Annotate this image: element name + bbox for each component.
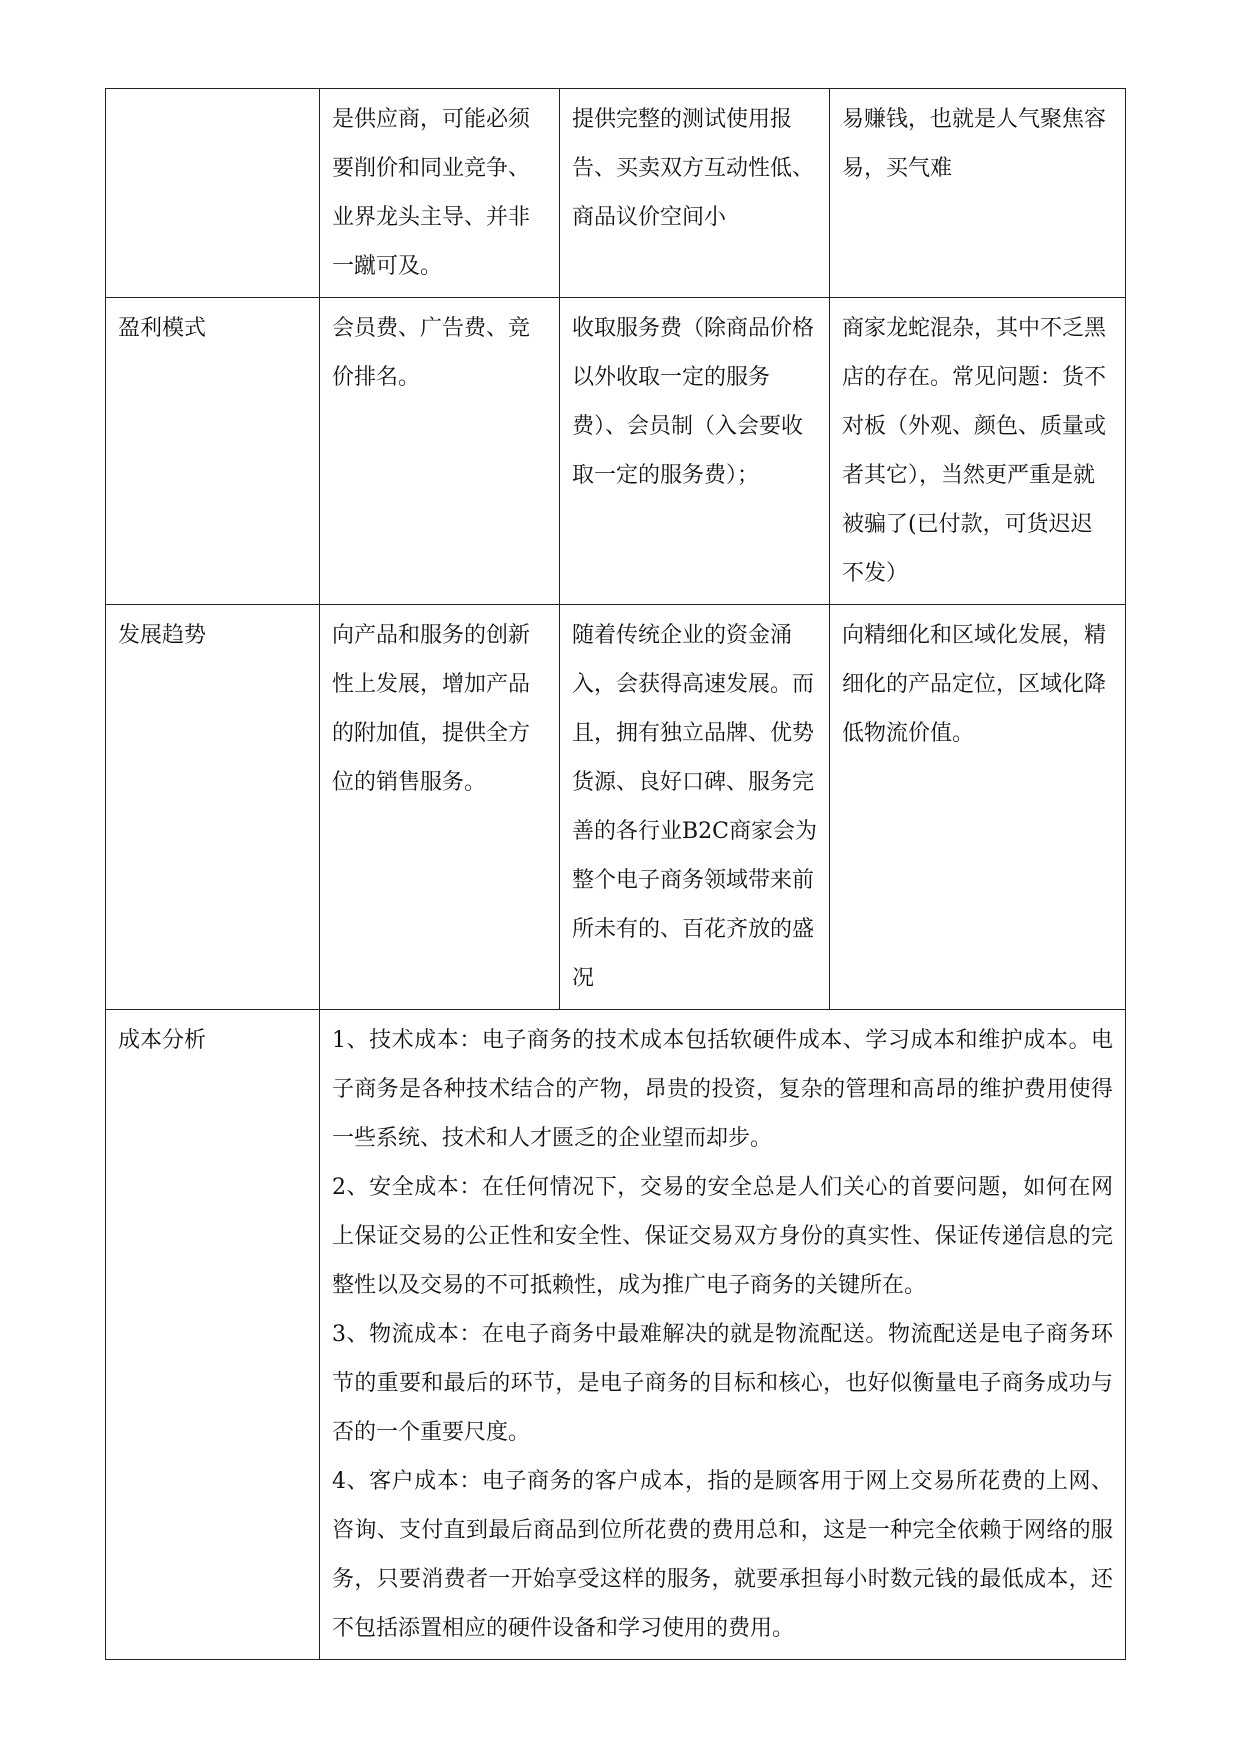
cost-paragraph: 3、物流成本：在电子商务中最难解决的就是物流配送。物流配送是电子商务环节的重要和最后的环节，是电子商务的目标和核心，也好似衡量电子商务成功与否的一个重要尺度。 xyxy=(332,1322,1113,1445)
table-cell: 会员费、广告费、竞价排名。 xyxy=(320,298,560,605)
table-cell: 是供应商，可能必须要削价和同业竞争、业界龙头主导、并非一蹴可及。 xyxy=(320,89,560,298)
cost-analysis-cell xyxy=(320,1010,1126,1660)
table-cell: 易赚钱，也就是人气聚焦容易，买气难 xyxy=(830,89,1126,298)
cost-paragraph: 4、客户成本：电子商务的客户成本，指的是顾客用于网上交易所花费的上网、咨询、支付直到最后商品到位所花费的费用总和，这是一种完全依赖于网络的服务，只要消费者一开始享受这样的服务，就要承担每小时数元钱的最低成本，还不包括添置相应的硬件设备和学习使用的费用。 xyxy=(332,1469,1113,1641)
comparison-table xyxy=(105,88,1126,1660)
table-cell: 向精细化和区域化发展，精细化的产品定位，区域化降低物流价值。 xyxy=(830,605,1126,1010)
table-cell: 随着传统企业的资金涌入，会获得高速发展。而且，拥有独立品牌、优势货源、良好口碑、服务完善的各行业B2C商家会为整个电子商务领域带来前所未有的、百花齐放的盛况 xyxy=(560,605,830,1010)
cost-paragraph: 1、技术成本：电子商务的技术成本包括软硬件成本、学习成本和维护成本。电子商务是各种技术结合的产物，昂贵的投资，复杂的管理和高昂的维护费用使得一些系统、技术和人才匮乏的企业望而却步。 xyxy=(332,1028,1113,1151)
row-label-cell: 发展趋势 xyxy=(106,605,320,1010)
table-row xyxy=(106,605,1126,1010)
table-row xyxy=(106,298,1126,605)
table-cell: 收取服务费（除商品价格以外收取一定的服务费）、会员制（入会要收取一定的服务费）； xyxy=(560,298,830,605)
table-row xyxy=(106,1010,1126,1660)
table-cell: 商家龙蛇混杂，其中不乏黑店的存在。常见问题：货不对板（外观、颜色、质量或者其它），当然更严重是就被骗了(已付款，可货迟迟不发） xyxy=(830,298,1126,605)
cost-paragraph: 2、安全成本：在任何情况下，交易的安全总是人们关心的首要问题，如何在网上保证交易的公正性和安全性、保证交易双方身份的真实性、保证传递信息的完整性以及交易的不可抵赖性，成为推广电子商务的关键所在。 xyxy=(332,1175,1113,1298)
row-label-cell xyxy=(106,89,320,298)
table-cell: 向产品和服务的创新性上发展，增加产品的附加值，提供全方位的销售服务。 xyxy=(320,605,560,1010)
table-cell: 提供完整的测试使用报告、买卖双方互动性低、商品议价空间小 xyxy=(560,89,830,298)
row-label-cell: 成本分析 xyxy=(106,1010,320,1660)
table-row xyxy=(106,89,1126,298)
row-label-cell: 盈利模式 xyxy=(106,298,320,605)
